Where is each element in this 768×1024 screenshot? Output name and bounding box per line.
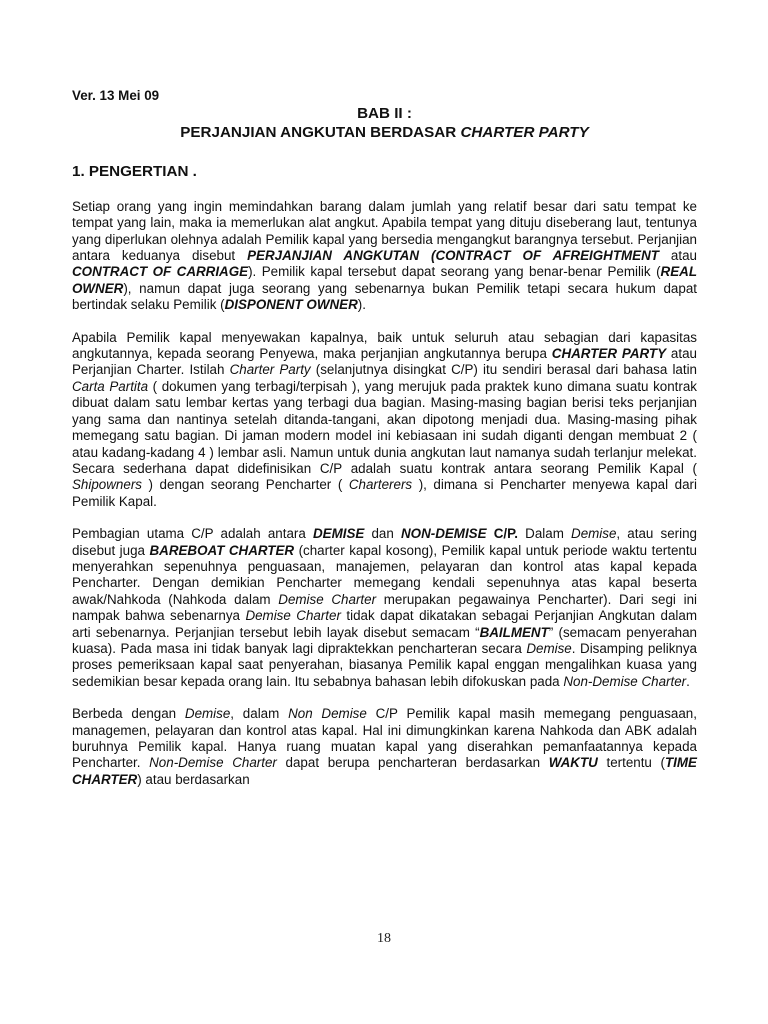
text-run: Berbeda dengan [72, 706, 185, 722]
text-run: , atau sering disebut juga [72, 526, 697, 558]
term-waktu: WAKTU [548, 755, 598, 771]
italic-term: Demise [184, 706, 231, 722]
text-run: tertentu ( [597, 755, 665, 771]
paragraph-4 [72, 706, 697, 788]
text-run: ( dokumen yang terbagi/terpisah ), yang merujuk pada praktek kuno dimana suatu kontrak dibuat dalam satu lembar kertas yang terbagi dua bagian. Masing-masing bagian berisi teks perjanjian yang sama dan nantinya setelah ditanda-tangani, akan dipotong menjadi dua. Masing-masing pihak memegang satu bagian. Di jaman modern model ini kebiasaan ini sudah diganti dengan membuat 2 ( atau kadang-kadang 4 ) lembar asli. Namun untuk dunia angkutan laut namanya sudah terlanjur melekat. Secara sederhana dapat didefinisikan C/P adalah suatu kontrak antara seorang Pemilik Kapal ( [72, 378, 697, 476]
chapter-label: BAB II : [357, 105, 412, 123]
text-run: Apabila Pemilik kapal menyewakan kapalnya, baik untuk seluruh atau sebagian dari kapasitas angkutannya, kepada seorang Penyewa, maka perjanjian angkutannya berupa [72, 329, 697, 362]
text-run: atau Perjanjian Charter. Istilah [72, 346, 697, 378]
text-run [487, 526, 494, 541]
term-non-demise: NON-DEMISE [400, 526, 487, 542]
italic-term: Charter Party [229, 362, 311, 378]
text-run: ). [357, 297, 366, 313]
text-run: Dalam [518, 526, 572, 542]
text-run: tidak dapat dikatakan sebagai Perjanjian Angkutan dalam arti sebenarnya. Perjanjian tersebut lebih layak disebut semacam “ [72, 608, 697, 640]
text-run: . Disamping peliknya proses pemeriksaan kapal saat penyerahan, biasanya Pemilik kapal enggan mengalihkan kuasa yang sedemikian besar kepada orang lain. Itu sebabnya bahasan lebih difokuskan pada [72, 640, 697, 689]
term-contract-of-carriage: CONTRACT OF CARRIAGE [72, 264, 249, 280]
term-cp: C/P. [493, 526, 519, 542]
text-run: (selanjutnya disingkat C/P) itu sendiri berasal dari bahasa latin [310, 362, 698, 378]
text-run: ), namun dapat juga seorang yang sebenarnya bukan Pemilik tetapi secara hukum dapat bertindak selaku Pemilik ( [72, 280, 697, 313]
paragraph-2 [72, 330, 697, 510]
italic-term: Demise Charter [245, 608, 341, 624]
text-run: , dalam [230, 706, 289, 722]
text-run: . [686, 673, 690, 689]
italic-term: Charterers [348, 477, 413, 493]
italic-term: Non-Demise Charter [563, 673, 687, 689]
term-disponent-owner: DISPONENT OWNER [224, 297, 358, 313]
text-run: dapat berupa pencharteran berdasarkan [276, 755, 549, 771]
text-run: ). Pemilik kapal tersebut dapat seorang yang benar-benar Pemilik ( [248, 264, 661, 280]
term-bareboat-charter: BAREBOAT CHARTER [149, 542, 295, 558]
term-time-charter: TIME CHARTER [72, 755, 697, 787]
page-number: 18 [377, 931, 391, 946]
term-bailment: BAILMENT [479, 624, 549, 640]
text-run: Setiap orang yang ingin memindahkan barang dalam jumlah yang relatif besar dari satu tempat ke tempat yang lain, maka ia memerlukan alat angkut. Apabila tempat yang dituju diseberang laut, tentunya yang diperlukan olehnya adalah Pemilik kapal yang bersedia mengangkut barangnya tersebut. Perjanjian antara keduanya disebut [72, 198, 697, 264]
italic-term: Demise [526, 640, 572, 656]
chapter-title [72, 123, 697, 142]
italic-term: Demise Charter [278, 591, 377, 607]
italic-term: Demise [571, 526, 617, 542]
text-run: C/P Pemilik kapal masih memegang penguasaan, managemen, pelayaran dan kontrol atas kapal. Hal ini dimungkinkan karena Nahkoda dan ABK adalah buruhnya Pemilik kapal. Hanya ruang muatan kapal yang diserahkan pemanfaatannya kepada Pencharter. [72, 706, 697, 771]
term-real-owner: REAL OWNER [72, 264, 697, 296]
text-run: merupakan pegawainya Pencharter). Dari segi ini nampak bahwa sebenarnya [72, 591, 698, 624]
paragraph-1 [72, 199, 697, 314]
paragraph-3 [72, 526, 697, 690]
italic-term: Non-Demise Charter [149, 755, 277, 771]
term-demise: DEMISE [312, 526, 365, 542]
text-run: atau [658, 248, 697, 264]
term-perjanjian-angkutan: PERJANJIAN ANGKUTAN (CONTRACT OF AFREIGHTMENT [247, 248, 659, 264]
term-charter-party: CHARTER PARTY [551, 346, 667, 362]
text-run: ” (semacam penyerahan kuasa). Pada masa ini tidak banyak lagi dipraktekkan pencharteran secara [72, 624, 698, 656]
chapter-title-main: PERJANJIAN ANGKUTAN BERDASAR [180, 124, 461, 142]
text-run: Pembagian utama C/P adalah antara [72, 526, 313, 542]
text-run: ), dimana si Pencharter menyewa kapal dari Pemilik Kapal. [72, 477, 697, 509]
italic-term: Carta Partita [72, 378, 149, 394]
text-run: (charter kapal kosong), Pemilik kapal untuk periode waktu tertentu menyerahkan sepenuhnya penguasaan, manajemen, pelayaran dan kontrol atas kapal kepada Pencharter. Dengan demikian Pencharter memegang kendali sepenuhnya atas kapal beserta awak/Nahkoda (Nahkoda dalam [72, 542, 698, 607]
italic-term: Shipowners [72, 477, 142, 493]
section-heading: 1. PENGERTIAN . [72, 163, 197, 181]
text-run: ) atau berdasarkan [137, 771, 250, 787]
italic-term: Non Demise [288, 706, 367, 722]
document-page [72, 88, 697, 788]
text-run: ) dengan seorang Pencharter ( [141, 477, 349, 493]
text-run: dan [364, 526, 401, 542]
version-label: Ver. 13 Mei 09 [72, 88, 160, 103]
chapter-title-italic: CHARTER PARTY [460, 124, 589, 142]
